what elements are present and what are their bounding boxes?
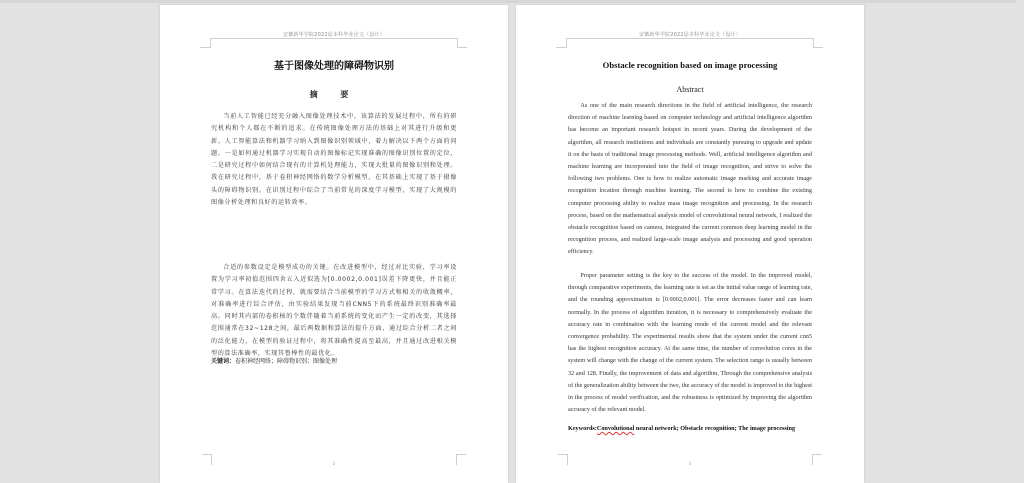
page-number: 2 [332,462,336,467]
paragraph-text: Proper parameter setting is the key to the success of the model. In the improved model, through comparative experiments, the learning rate is set as the initial value range of learning rate, and the rounding approximation is [0.0002,0.001]. The error decreases faster and can learn normally. In the process of algorithm iteration, it is necessary to comprehensively evaluate the accuracy rate in combination with the learning mode of the current model and the relevant convergence probability. The experimental results show that the system under the current cnn5 has the highest recognition accuracy. At the same time, the number of convolution cores in the system will change with the change of the current system. The selection range is usually between 32 and 128. Finally, the improvement of data and algorithm, Through the comprehensive analysis of the generalization ability between the two, the accuracy of the model is improved to the highest in the process of model verification, and the robustness is optimized by improving the algorithm accuracy of the relevant model. [568,272,812,414]
abstract-paragraph [568,100,812,259]
keywords-line [568,423,812,435]
document-title: Obstacle recognition based on image processing [602,60,778,70]
abstract-heading: 摘 要 [309,90,359,99]
header-rule [566,38,814,39]
document-title: 基于图像处理的障碍物识别 [274,61,394,72]
header-rule [210,38,458,39]
page-header-text: 安徽新华学院2022届本科毕业论文（设计） [639,32,741,38]
keywords-line [211,356,457,365]
header-corner-stub-left [200,47,210,48]
keywords-value: neural network; Obstacle recognition; The image processing [634,425,796,432]
paragraph-text: 合适的参数设定是模型成功的关键。在改进模型中，经过对比实验，学习率设置为学习率初值范围四舍五入近似选为[0.0002,0.001]误差下降更快，并且能正常学习。在算法迭代的过程，就需要结合当前模型的学习方式和相关的收敛概率，对准确率进行综合评估，由实验结果发现当前CNN5下的系统最终识别准确率最高。同时其内部的卷积核的个数伴随着当前系统的变化而产生一定的改变，其选择范围通常在32~128之间，最后两数据和算法的提升方面，通过综合分析二者之间的泛化能力，在模型的验证过程中，将其准确性提高至最高，并且通过改进相关模型的算法准确率，实现其鲁棒性的最优化。 [211,264,457,358]
keywords-label: 关键词： [211,358,236,365]
header-corner-stub-right [457,47,467,48]
document-page-2 [160,5,508,483]
paragraph-text: 当前人工智能已经充分融入图像处理技术中，该算法的发展过程中，所有的研究机构和个人都在不断的追求。在传统图像处理方法的基础上对其进行升级和更新。人工智能算法和机器学习纳入到图像识别领域中，着力解决以下两个方面的问题。一是如何通过机器学习实现自动的图像标记实现准确的图像识别位置的定位，二是研究过程中如何结合现有的计算机处理能力，实现大批量的图像识别和处理。我在研究过程中，基于卷积神经网络的数学分析模型，在其基础上实现了基于摄像头的障碍物识别。在识别过程中综合了当前常见的深度学习模型，实现了大规模的图像分析处理和良好的运转效率。 [211,113,457,207]
abstract-heading: Abstract [676,85,704,94]
keywords-value: 卷积神经网络；障碍物识别；图像处理 [235,358,338,365]
header-corner-mark-left [566,38,567,48]
page-number: 3 [688,462,692,467]
document-page-3 [516,5,864,483]
page-header-text: 安徽新华学院2022届本科毕业论文（设计） [283,32,385,38]
header-corner-stub-left [556,47,566,48]
paragraph-text: As one of the main research directions in the field of artificial intelligence, the research direction of machine learning based on computer technology and artificial intelligence algorithm has become an important research hotspot in recent years. During the development of the algorithm, all research institutions and individuals are constantly pursuing to upgrade and update it on the basis of traditional image processing methods. Well, artificial intelligence algorithm and machine learning are incorporated into the field of image recognition, and strive to solve the following two problems. One is how to realize automatic image marking and accurate image recognition location through machine learning. The second is how to combine the existing computer processing ability to realize mass image recognition and processing. In the research process, based on the mathematical analysis model of convolutional neural network, I realized the obstacle recognition based on camera, integrated the current common deep learning model in the recognition process, and realized large-scale image analysis and processing and good operation efficiency. [568,102,812,256]
keywords-label: Keywords: [568,425,597,432]
viewer-top-edge [0,0,1024,3]
vertical-scrollbar[interactable] [1016,0,1024,483]
abstract-paragraph [568,270,812,416]
header-corner-mark-left [210,38,211,48]
abstract-paragraph [211,262,457,360]
header-corner-stub-right [813,47,823,48]
abstract-paragraph [211,111,457,209]
spellcheck-flagged-word[interactable]: Convolutional [596,425,635,432]
